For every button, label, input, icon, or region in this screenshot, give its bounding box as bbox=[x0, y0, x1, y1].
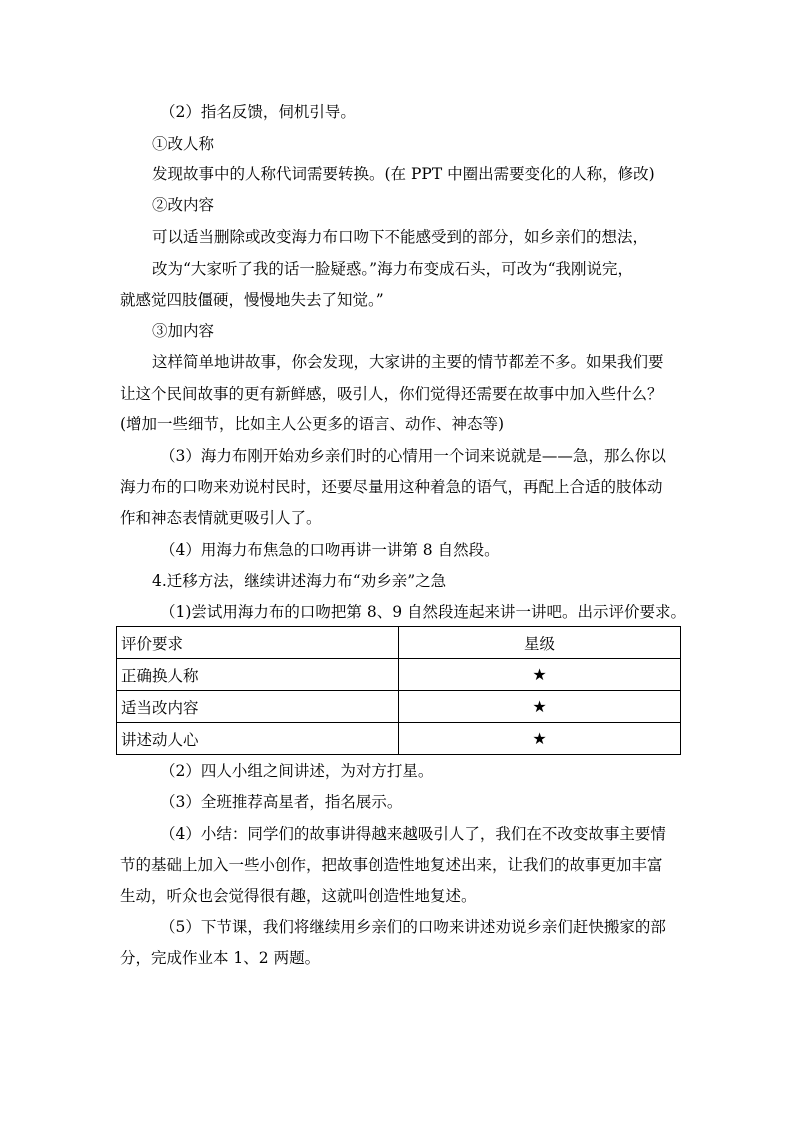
criterion-cell: 讲述动人心 bbox=[117, 723, 399, 755]
paragraph-line: （2）四人小组之间讲述，为对方打星。 bbox=[160, 762, 434, 780]
paragraph-line: （1)尝试用海力布的口吻把第 8、9 自然段连起来讲一讲吧。出示评价要求。 bbox=[160, 603, 686, 621]
paragraph-line: 节的基础上加入一些小创作，把故事创造性地复述出来，让我们的故事更加丰富 bbox=[120, 856, 663, 874]
paragraph-line: 改为“大家听了我的话一脸疑惑。”海力布变成石头，可改为“我刚说完， bbox=[152, 260, 634, 278]
paragraph-line: 作和神态表情就更吸引人了。 bbox=[120, 509, 322, 527]
criterion-cell: 适当改内容 bbox=[117, 691, 399, 723]
paragraph-line: ③加内容 bbox=[152, 322, 215, 340]
paragraph-line: （4）用海力布焦急的口吻再讲一讲第 8 自然段。 bbox=[160, 541, 500, 559]
paragraph-line: 可以适当删除或改变海力布口吻下不能感受到的部分，如乡亲们的想法， bbox=[152, 228, 649, 246]
star-icon: ★ bbox=[532, 665, 547, 684]
table-header-row bbox=[117, 627, 681, 659]
table-header-cell: 星级 bbox=[399, 627, 681, 659]
paragraph-line: （2）指名反馈，伺机引导。 bbox=[160, 103, 356, 121]
paragraph-line: 让这个民间故事的更有新鲜感，吸引人，你们觉得还需要在故事中加入些什么？ bbox=[120, 385, 663, 403]
star-icon: ★ bbox=[532, 729, 547, 748]
paragraph-line: （4）小结：同学们的故事讲得越来越吸引人了，我们在不改变故事主要情 bbox=[160, 825, 666, 843]
paragraph-line: （3）全班推荐高星者，指名展示。 bbox=[160, 793, 403, 811]
paragraph-line: ①改人称 bbox=[152, 135, 215, 153]
star-icon: ★ bbox=[532, 697, 547, 716]
paragraph-line: (增加一些细节，比如主人公更多的语言、动作、神态等) bbox=[120, 415, 505, 433]
paragraph-line: 海力布的口吻来劝说村民时，还要尽量用这种着急的语气，再配上合适的肢体动 bbox=[120, 478, 663, 496]
evaluation-table bbox=[116, 626, 681, 755]
paragraph-line: 生动，听众也会觉得很有趣，这就叫创造性地复述。 bbox=[120, 887, 477, 905]
paragraph-line: （5）下节课，我们将继续用乡亲们的口吻来讲述劝说乡亲们赶快搬家的部 bbox=[160, 918, 666, 936]
table-header-cell: 评价要求 bbox=[117, 627, 399, 659]
table-row bbox=[117, 691, 681, 723]
table-row bbox=[117, 723, 681, 755]
paragraph-line: 发现故事中的人称代词需要转换。(在 PPT 中圈出需要变化的人称，修改) bbox=[152, 165, 655, 183]
table-row bbox=[117, 659, 681, 691]
paragraph-line: ②改内容 bbox=[152, 196, 215, 214]
criterion-cell: 正确换人称 bbox=[117, 659, 399, 691]
paragraph-line: （3）海力布刚开始劝乡亲们时的心情用一个词来说就是——急，那么你以 bbox=[160, 447, 666, 465]
paragraph-line: 这样简单地讲故事，你会发现，大家讲的主要的情节都差不多。如果我们要 bbox=[152, 353, 664, 371]
paragraph-line: 就感觉四肢僵硬，慢慢地失去了知觉。” bbox=[120, 291, 384, 309]
section-heading: 4.迁移方法，继续讲述海力布“劝乡亲”之急 bbox=[152, 572, 447, 590]
paragraph-line: 分，完成作业本 1、2 两题。 bbox=[120, 949, 321, 967]
